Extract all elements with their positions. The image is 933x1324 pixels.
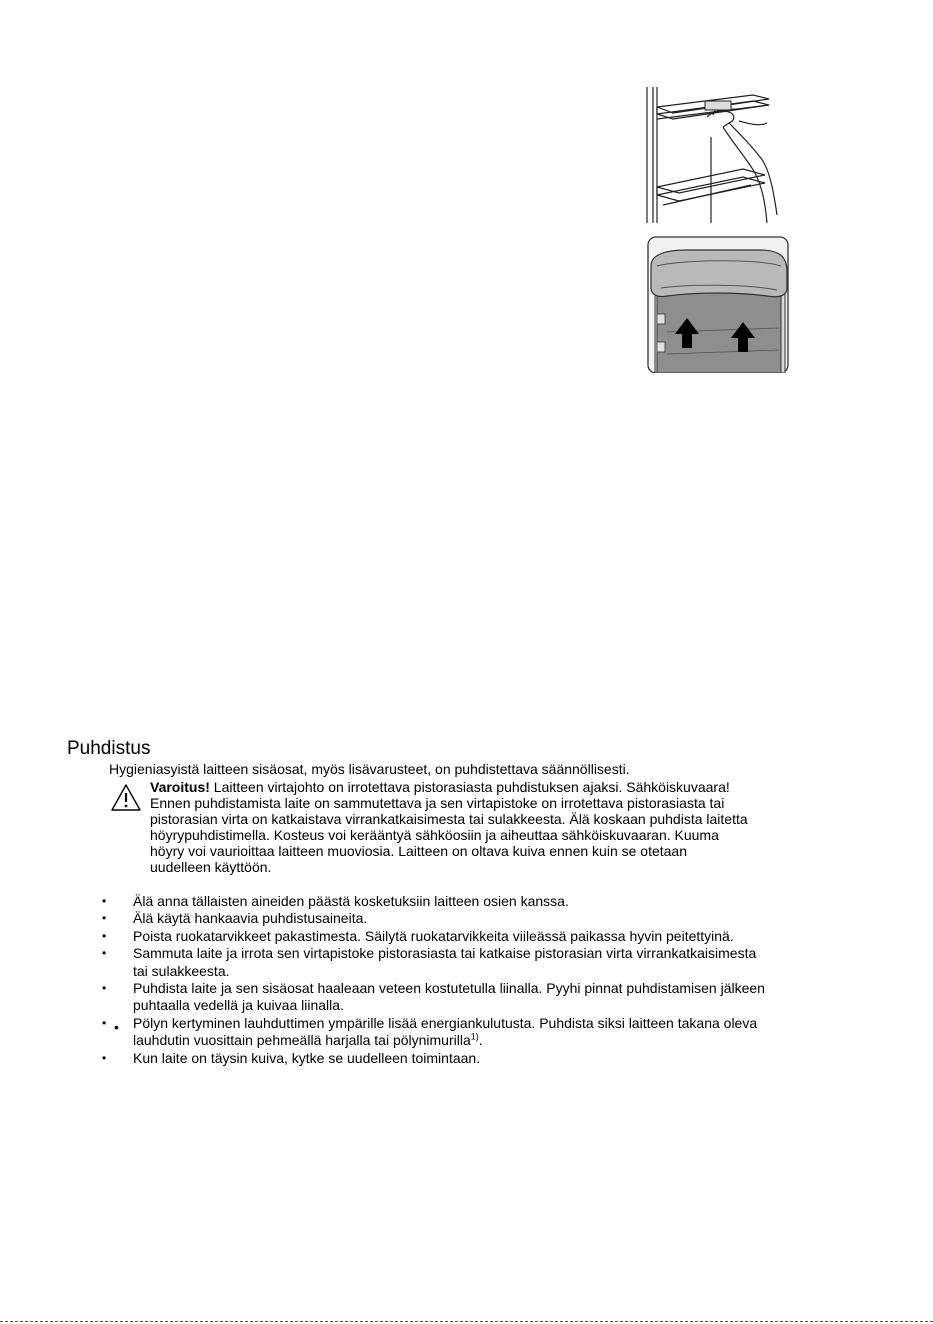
cleaning-instructions-list [0, 893, 933, 1067]
list-item [0, 1050, 933, 1067]
list-item-text: puhtaalla vedellä ja kuivaa liinalla. [133, 997, 344, 1014]
list-item [0, 945, 933, 980]
list-item [0, 980, 933, 1015]
bullet-icon: • [102, 946, 107, 961]
bullet-icon: • [102, 1015, 107, 1030]
list-item [0, 910, 933, 927]
bullet-icon: • [102, 911, 107, 926]
list-item-text: Kun laite on täysin kuiva, kytke se uudelleen toimintaan. [133, 1049, 481, 1066]
bullet-icon: • [102, 1050, 107, 1065]
warning-line: höyrypuhdistimella. Kosteus voi kerääntyä sähköosiin ja aiheuttaa sähköiskuvaaran. Kuuma [150, 827, 719, 844]
list-item-text: Poista ruokatarvikkeet pakastimesta. Säilytä ruokatarvikkeita viileässä paikassa hyvin peitettyinä. [133, 927, 734, 944]
list-item-text-with-footnote [133, 1032, 933, 1049]
drawer-removal-illustration [647, 236, 791, 373]
warning-label: Varoitus! [150, 779, 210, 795]
bullet-icon: • [102, 928, 107, 943]
warning-first-line-text: Laitteen virtajohto on irrotettava pistorasiasta puhdistuksen ajaksi. Sähköiskuvaara! [209, 779, 730, 795]
bullet-icon: • [102, 894, 107, 908]
bullet-icon: • [114, 1018, 119, 1035]
intro-text: Hygieniasyistä laitteen sisäosat, myös lisävarusteet, on puhdistettava säännöllisesti. [109, 761, 630, 777]
list-item-text: Älä anna tällaisten aineiden päästä kosketuksiin laitteen osien kanssa. [133, 893, 569, 909]
page-bottom-divider [0, 1321, 933, 1322]
warning-line: uudelleen käyttöön. [150, 859, 272, 876]
warning-line: Ennen puhdistamista laite on sammutettava ja sen virtapistoke on irrotettava pistorasiasta tai [150, 795, 725, 812]
section-title: Puhdistus [67, 738, 151, 759]
list-item [0, 893, 933, 910]
list-item-text: Älä käytä hankaavia puhdistusaineita. [133, 910, 368, 927]
warning-line: pistorasian virta on katkaistava virrankatkaisimesta tai sulakkeesta. Älä koskaan puhdista laitetta [150, 811, 748, 828]
warning-block [150, 779, 890, 876]
warning-line [150, 779, 890, 795]
list-item [0, 1015, 933, 1050]
list-item-text: Sammuta laite ja irrota sen virtapistoke pistorasiasta tai katkaise pistorasian virta virrankatkaisimesta [133, 945, 757, 962]
warning-line: höyry voi vaurioittaa laitteen muoviosia. Laitteen on oltava kuiva ennen kuin se otetaan [150, 843, 688, 860]
warning-triangle-icon [110, 783, 142, 812]
list-item-text-tail: . [478, 1032, 483, 1049]
list-item-text: Puhdista laite ja sen sisäosat haaleaan veteen kostutetulla liinalla. Pyyhi pinnat puhdistamisen jälkeen [133, 980, 765, 997]
list-item-text: Pölyn kertyminen lauhduttimen ympärille lisää energiankulutusta. Puhdista siksi laitteen takana oleva [133, 1014, 758, 1031]
list-item [0, 928, 933, 945]
shelf-removal-illustration [643, 87, 779, 223]
footnote-marker: 1) [470, 1031, 479, 1042]
list-item-text: tai sulakkeesta. [133, 962, 230, 979]
bullet-icon: • [102, 981, 107, 996]
list-item-text: lauhdutin vuosittain pehmeällä harjalla tai pölynimurilla [133, 1032, 471, 1049]
